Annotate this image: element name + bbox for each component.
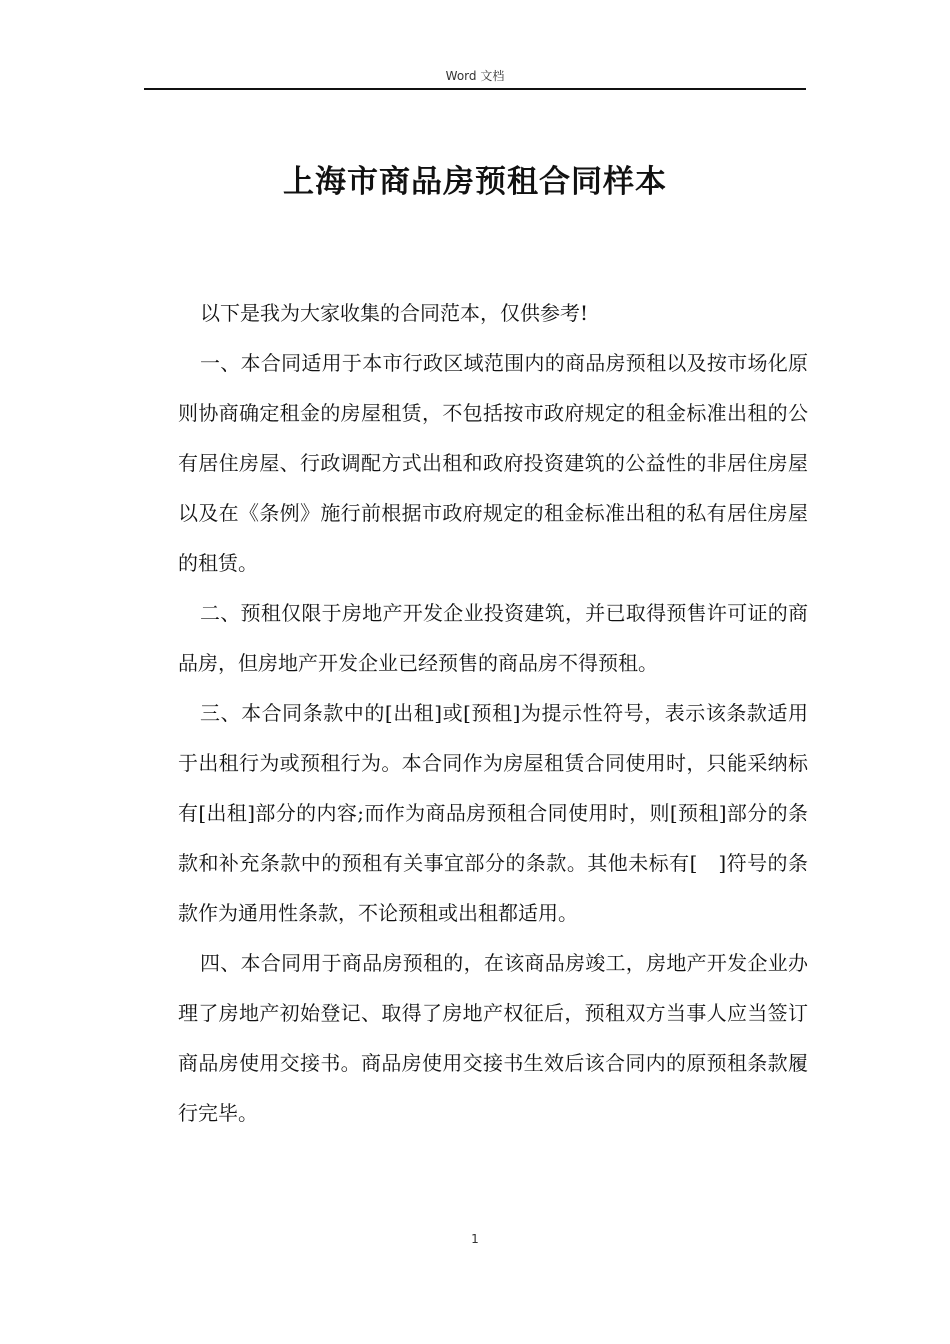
paragraph-intro: 以下是我为大家收集的合同范本，仅供参考! bbox=[200, 301, 589, 325]
paragraph-clause-3: 三、本合同条款中的[出租]或[预租]为提示性符号，表示该条款适用于出租行为或预租行为。本合同作为房屋租赁合同使用时，只能采纳标有[出租]部分的内容;而作为商品房预租合同使用时，则[预租]部分的条款和补充条款中的预租有关事宜部分的条款。其他未标有[ ]符号的条款作为通用性条款，不论预租或出租都适用。 bbox=[178, 701, 808, 925]
document-body bbox=[178, 288, 808, 1138]
header-label: Word 文档 bbox=[445, 69, 505, 83]
paragraph-clause-2: 二、预租仅限于房地产开发企业投资建筑，并已取得预售许可证的商品房，但房地产开发企业已经预售的商品房不得预租。 bbox=[178, 601, 808, 675]
paragraph-clause-4: 四、本合同用于商品房预租的，在该商品房竣工，房地产开发企业办理了房地产初始登记、取得了房地产权征后，预租双方当事人应当签订商品房使用交接书。商品房使用交接书生效后该合同内的原预租条款履行完毕。 bbox=[178, 951, 808, 1125]
document-title: 上海市商品房预租合同样本 bbox=[283, 164, 667, 200]
page-number: 1 bbox=[471, 1232, 479, 1246]
paragraph-clause-1: 一、本合同适用于本市行政区域范围内的商品房预租以及按市场化原则协商确定租金的房屋租赁，不包括按市政府规定的租金标准出租的公有居住房屋、行政调配方式出租和政府投资建筑的公益性的非居住房屋以及在《条例》施行前根据市政府规定的租金标准出租的私有居住房屋的租赁。 bbox=[178, 351, 808, 575]
header-divider bbox=[144, 88, 806, 90]
